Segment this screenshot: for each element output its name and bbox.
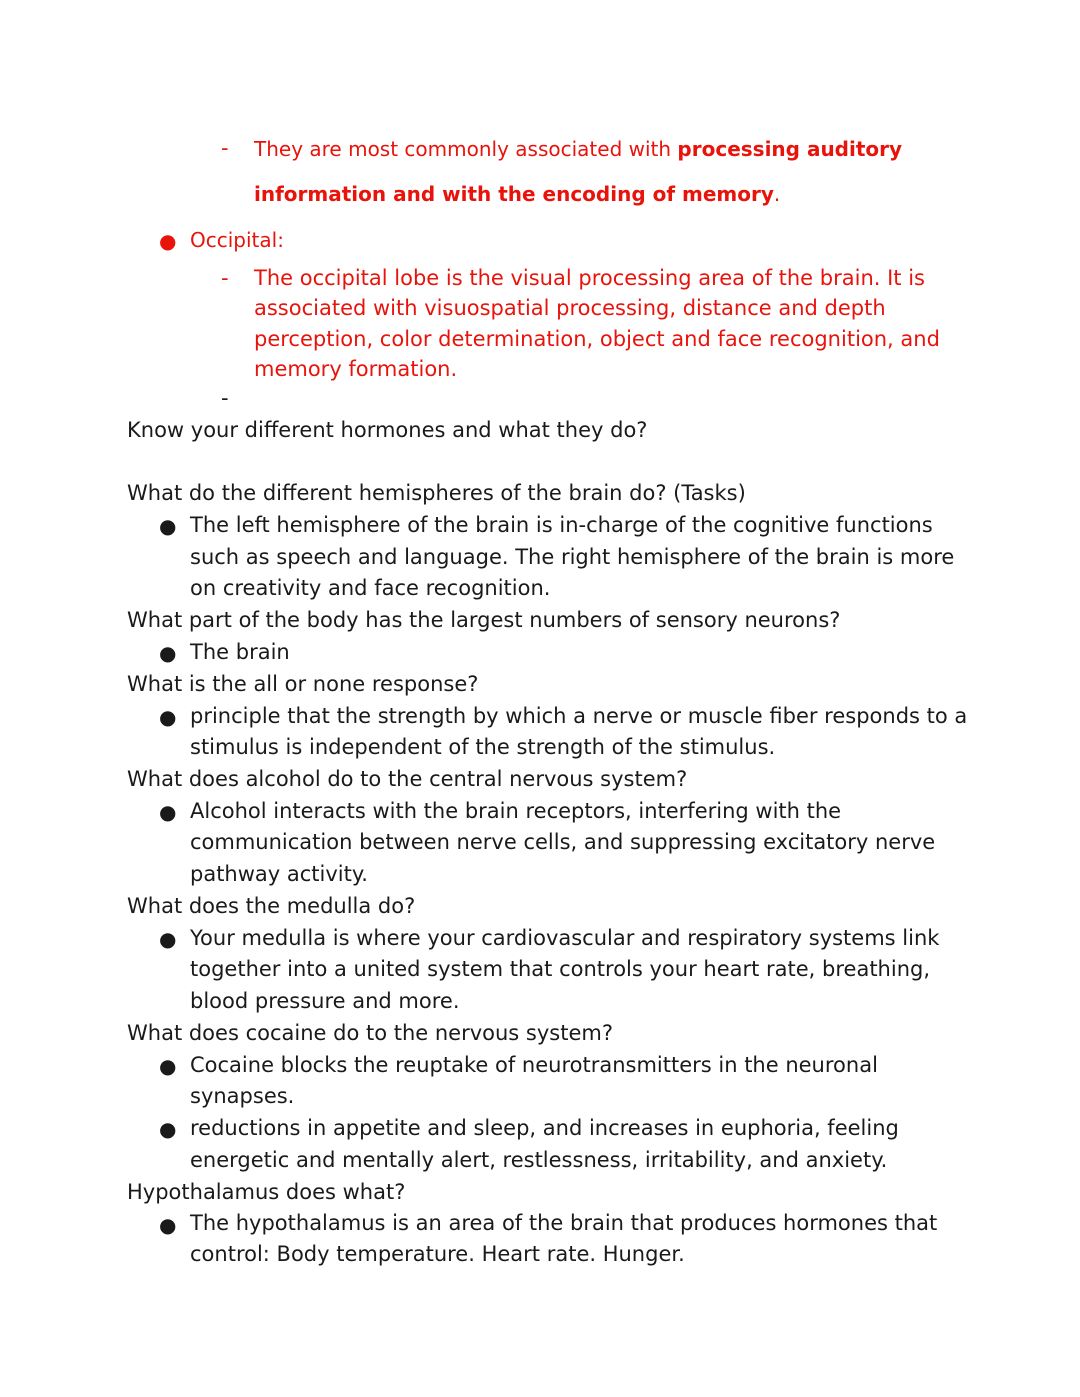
occipital-desc-line-4: memory formation. xyxy=(254,357,458,381)
answer-alcohol-line-3: pathway activity. xyxy=(190,862,368,886)
bullet-icon: ● xyxy=(159,1213,177,1237)
dash-marker: - xyxy=(221,136,229,160)
occipital-desc-line-1: The occipital lobe is the visual processing area of the brain. It is xyxy=(254,266,925,290)
occipital-heading: Occipital: xyxy=(190,228,284,252)
question-hypothalamus: Hypothalamus does what? xyxy=(127,1180,406,1204)
empty-dash-marker: - xyxy=(221,386,229,410)
question-alcohol: What does alcohol do to the central nervous system? xyxy=(127,767,688,791)
bullet-icon: ● xyxy=(159,1054,177,1078)
question-medulla: What does the medulla do? xyxy=(127,894,416,918)
temporal-desc-line-2 xyxy=(254,182,780,206)
answer-cocaine-1-line-1: Cocaine blocks the reuptake of neurotransmitters in the neuronal xyxy=(190,1053,878,1077)
answer-medulla-line-1: Your medulla is where your cardiovascular and respiratory systems link xyxy=(190,926,940,950)
occipital-desc-line-3: perception, color determination, object and face recognition, and xyxy=(254,327,940,351)
bullet-icon: ● xyxy=(159,229,177,253)
occipital-desc-line-2: associated with visuospatial processing, distance and depth xyxy=(254,296,886,320)
temporal-desc-bold-2: information and with the encoding of memory xyxy=(254,182,774,206)
answer-medulla-line-2: together into a united system that controls your heart rate, breathing, xyxy=(190,957,931,981)
answer-alcohol-line-1: Alcohol interacts with the brain receptors, interfering with the xyxy=(190,799,842,823)
answer-all-or-none-line-1: principle that the strength by which a nerve or muscle fiber responds to a xyxy=(190,704,968,728)
temporal-desc-line-1 xyxy=(254,137,902,161)
question-sensory-neurons: What part of the body has the largest numbers of sensory neurons? xyxy=(127,608,841,632)
answer-cocaine-2-line-2: energetic and mentally alert, restlessness, irritability, and anxiety. xyxy=(190,1148,888,1172)
answer-hypothalamus-line-2: control: Body temperature. Heart rate. Hunger. xyxy=(190,1242,685,1266)
answer-hypothalamus-line-1: The hypothalamus is an area of the brain that produces hormones that xyxy=(190,1211,938,1235)
question-hormones: Know your different hormones and what they do? xyxy=(127,418,648,442)
answer-alcohol-line-2: communication between nerve cells, and suppressing excitatory nerve xyxy=(190,830,936,854)
answer-hemispheres-line-1: The left hemisphere of the brain is in-charge of the cognitive functions xyxy=(190,513,933,537)
bullet-icon: ● xyxy=(159,705,177,729)
question-cocaine: What does cocaine do to the nervous system? xyxy=(127,1021,613,1045)
temporal-desc-suffix: . xyxy=(773,182,781,206)
dash-marker: - xyxy=(221,266,229,290)
answer-medulla-line-3: blood pressure and more. xyxy=(190,989,460,1013)
answer-hemispheres-line-3: on creativity and face recognition. xyxy=(190,576,551,600)
bullet-icon: ● xyxy=(159,927,177,951)
question-hemispheres: What do the different hemispheres of the brain do? (Tasks) xyxy=(127,481,746,505)
answer-all-or-none-line-2: stimulus is independent of the strength of the stimulus. xyxy=(190,735,776,759)
temporal-desc-bold: processing auditory xyxy=(677,137,903,161)
answer-cocaine-1-line-2: synapses. xyxy=(190,1084,295,1108)
bullet-icon: ● xyxy=(159,1117,177,1141)
temporal-desc-text: They are most commonly associated with xyxy=(254,137,678,161)
answer-sensory-neurons: The brain xyxy=(190,640,290,664)
answer-cocaine-2-line-1: reductions in appetite and sleep, and increases in euphoria, feeling xyxy=(190,1116,899,1140)
answer-hemispheres-line-2: such as speech and language. The right hemisphere of the brain is more xyxy=(190,545,955,569)
bullet-icon: ● xyxy=(159,800,177,824)
bullet-icon: ● xyxy=(159,641,177,665)
question-all-or-none: What is the all or none response? xyxy=(127,672,479,696)
bullet-icon: ● xyxy=(159,514,177,538)
